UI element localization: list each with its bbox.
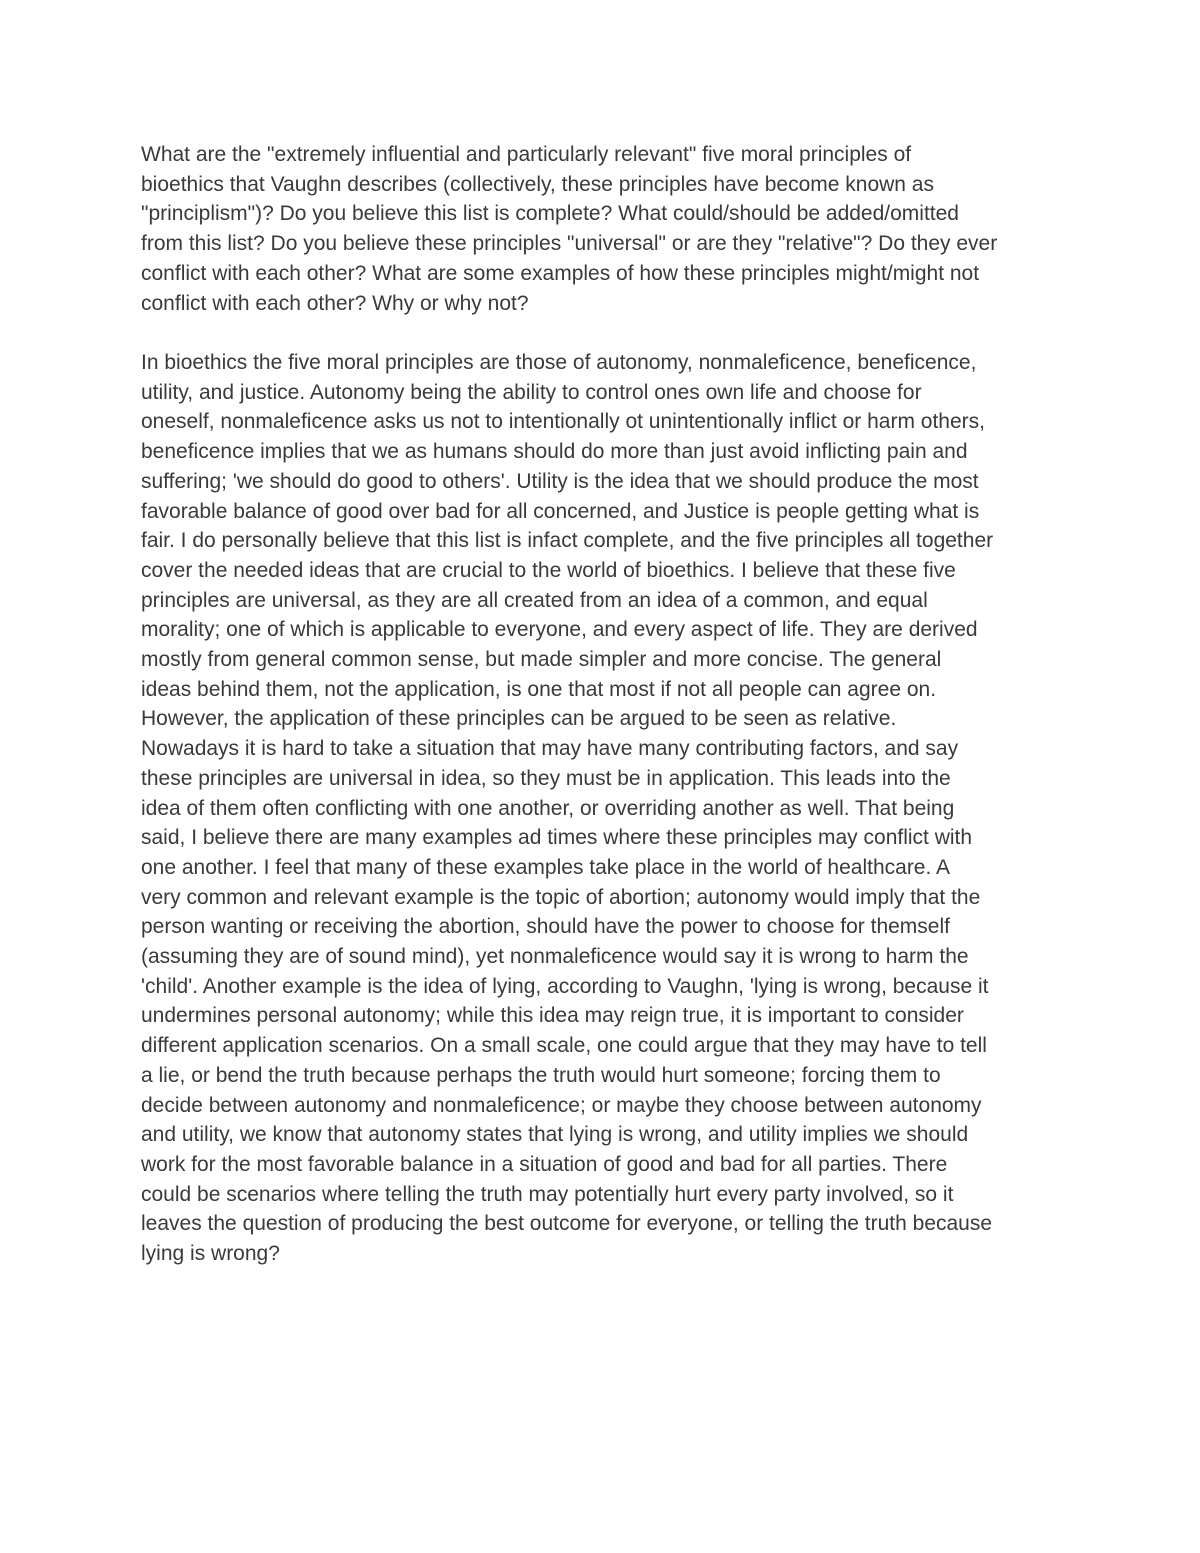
answer-line: favorable balance of good over bad for all concerned, and Justice is people getting what is	[141, 499, 980, 523]
answer-line: leaves the question of producing the best outcome for everyone, or telling the truth because	[141, 1212, 993, 1236]
question-line: conflict with each other? What are some examples of how these principles might/might not	[141, 261, 980, 285]
answer-line: 'child'. Another example is the idea of lying, according to Vaughn, 'lying is wrong, because it	[141, 974, 989, 998]
question-paragraph	[141, 140, 1066, 318]
question-line: conflict with each other? Why or why not?	[141, 291, 529, 315]
answer-line: suffering; 'we should do good to others'. Utility is the idea that we should produce the most	[141, 469, 979, 493]
answer-line: oneself, nonmaleficence asks us not to intentionally ot unintentionally inflict or harm others,	[141, 410, 985, 434]
answer-line: fair. I do personally believe that this list is infact complete, and the five principles all together	[141, 529, 994, 553]
answer-line: However, the application of these principles can be argued to be seen as relative.	[141, 707, 897, 731]
answer-line: beneficence implies that we as humans should do more than just avoid inflicting pain and	[141, 440, 968, 464]
answer-line: decide between autonomy and nonmaleficence; or maybe they choose between autonomy	[141, 1093, 982, 1117]
question-line: from this list? Do you believe these principles "universal" or are they "relative"? Do they ever	[141, 232, 998, 256]
answer-line: utility, and justice. Autonomy being the ability to control ones own life and choose for	[141, 380, 922, 404]
answer-line: said, I believe there are many examples ad times where these principles may conflict with	[141, 826, 973, 850]
answer-line: person wanting or receiving the abortion, should have the power to choose for themself	[141, 915, 950, 939]
answer-line: and utility, we know that autonomy states that lying is wrong, and utility implies we should	[141, 1123, 969, 1147]
answer-line: could be scenarios where telling the truth may potentially hurt every party involved, so it	[141, 1182, 954, 1206]
answer-line: morality; one of which is applicable to everyone, and every aspect of life. They are derived	[141, 618, 978, 642]
answer-line: lying is wrong?	[141, 1242, 280, 1266]
answer-line: ideas behind them, not the application, is one that most if not all people can agree on.	[141, 677, 937, 701]
question-line: bioethics that Vaughn describes (collectively, these principles have become known as	[141, 172, 934, 196]
answer-line: work for the most favorable balance in a situation of good and bad for all parties. There	[141, 1152, 948, 1176]
answer-paragraph	[141, 348, 1066, 1269]
answer-line: these principles are universal in idea, so they must be in application. This leads into the	[141, 766, 951, 790]
answer-line: Nowadays it is hard to take a situation that may have many contributing factors, and say	[141, 737, 959, 761]
answer-line: different application scenarios. On a small scale, one could argue that they may have to tell	[141, 1034, 987, 1058]
answer-line: one another. I feel that many of these examples take place in the world of healthcare. A	[141, 855, 951, 879]
answer-line: a lie, or bend the truth because perhaps the truth would hurt someone; forcing them to	[141, 1063, 941, 1087]
question-line: What are the "extremely influential and particularly relevant" five moral principles of	[141, 143, 912, 166]
answer-line: (assuming they are of sound mind), yet nonmaleficence would say it is wrong to harm the	[141, 945, 969, 969]
answer-line: In bioethics the five moral principles are those of autonomy, nonmaleficence, beneficence,	[141, 351, 977, 374]
answer-line: principles are universal, as they are all created from an idea of a common, and equal	[141, 588, 928, 612]
answer-line: very common and relevant example is the topic of abortion; autonomy would imply that the	[141, 885, 981, 909]
answer-line: undermines personal autonomy; while this idea may reign true, it is important to consider	[141, 1004, 964, 1028]
answer-line: idea of them often conflicting with one another, or overriding another as well. That being	[141, 796, 955, 820]
question-line: "principlism")? Do you believe this list is complete? What could/should be added/omitted	[141, 202, 959, 226]
answer-line: mostly from general common sense, but made simpler and more concise. The general	[141, 648, 942, 672]
answer-line: cover the needed ideas that are crucial to the world of bioethics. I believe that these five	[141, 558, 956, 582]
